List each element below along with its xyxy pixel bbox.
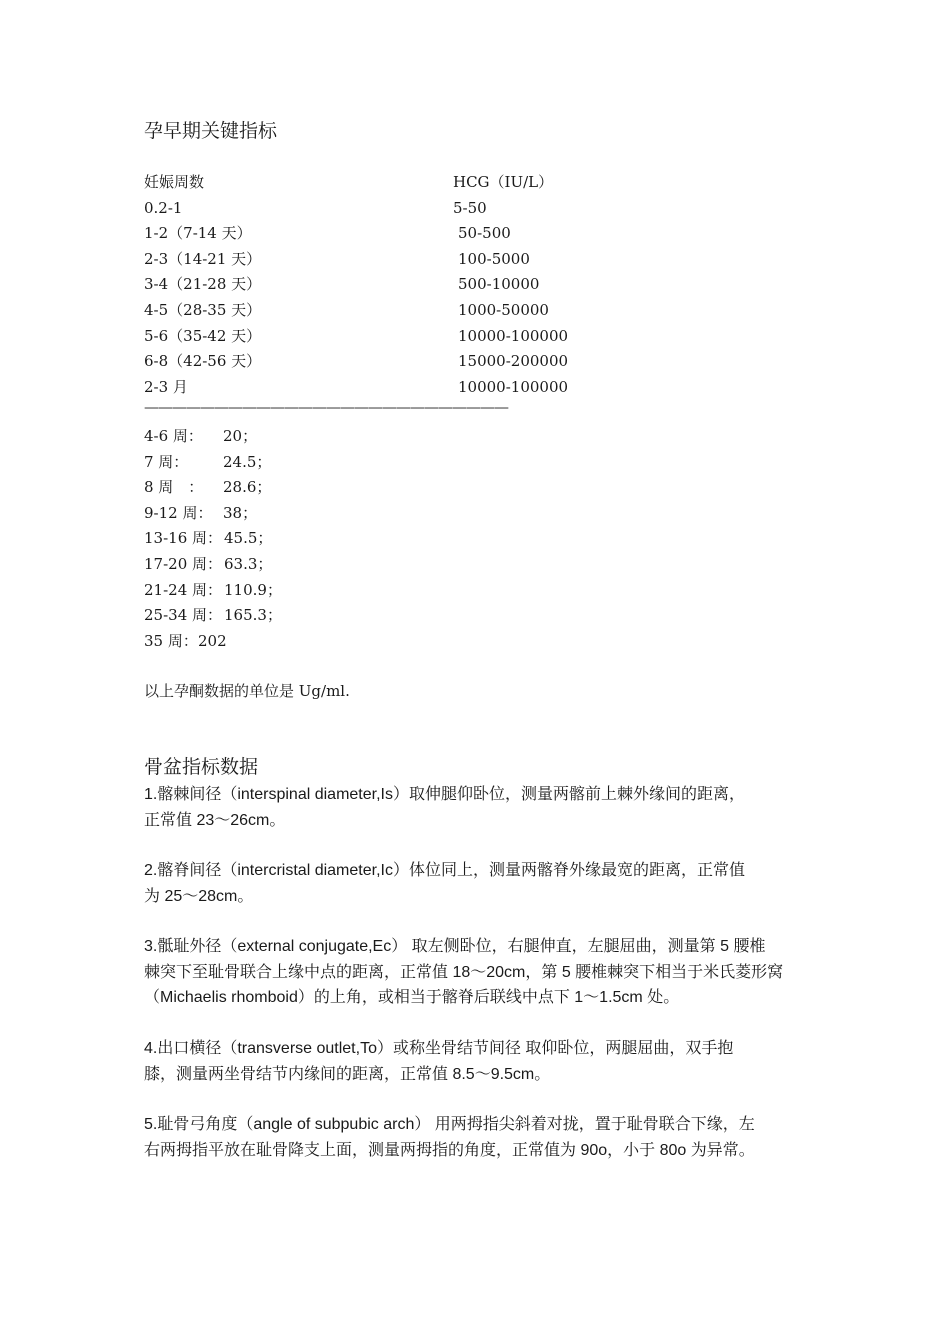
weeks-cell: 4-5（28-35 天）: [144, 300, 262, 319]
hcg-cell: 15000-200000: [458, 352, 569, 371]
week-label: 17-20 周：: [144, 554, 223, 573]
hcg-cell: 1000-50000: [458, 300, 549, 319]
pelvis-item-4: [144, 1036, 824, 1087]
progesterone-value: 45.5；: [224, 529, 273, 548]
paragraph-line: 2.髂脊间径（intercristal diameter,Ic）体位同上，测量两髂脊外缘最宽的距离，正常值: [144, 862, 745, 879]
col-header-hcg: HCG（IU/L）: [453, 173, 554, 191]
weeks-cell: 0.2-1: [144, 198, 183, 217]
progesterone-value: 63.3；: [224, 554, 273, 573]
hcg-cell: 10000-100000: [458, 377, 569, 396]
week-label: 7 周：: [144, 452, 189, 471]
progesterone-value: 110.9；: [224, 580, 282, 599]
progesterone-value: 38；: [223, 503, 258, 522]
paragraph-line: 正常值 23～26cm。: [144, 811, 286, 829]
section-divider: ——————————————————————————: [144, 398, 508, 416]
section2-title: 骨盆指标数据: [144, 756, 259, 778]
paragraph-line: 1.髂棘间径（interspinal diameter,Is）取伸腿仰卧位，测量两髂前上棘外缘间的距离，: [144, 786, 745, 803]
paragraph-line: （Michaelis rhomboid）的上角，或相当于髂脊后联线中点下 1～1.5cm 处。: [144, 989, 680, 1007]
pelvis-item-1: [144, 782, 824, 833]
week-label: 13-16 周：: [144, 529, 223, 548]
progesterone-value: 20；: [223, 427, 258, 445]
hcg-cell: 500-10000: [458, 275, 540, 294]
hcg-cell: 10000-100000: [458, 326, 569, 345]
paragraph-line: 5.耻骨弓角度（angle of subpubic arch） 用两拇指尖斜着对拢，置于耻骨联合下缘，左: [144, 1116, 755, 1133]
week-label: 9-12 周：: [144, 503, 213, 522]
paragraph-line: 膝，测量两坐骨结节内缘间的距离，正常值 8.5～9.5cm。: [144, 1065, 551, 1083]
progesterone-value: 202: [198, 631, 227, 650]
week-label: 35 周：: [144, 631, 198, 650]
weeks-cell: 3-4（21-28 天）: [144, 275, 262, 294]
week-label: 8 周 ：: [144, 478, 204, 497]
pelvis-item-2: [144, 858, 824, 909]
pelvis-item-3: [144, 934, 824, 1011]
section1-title: 孕早期关键指标: [144, 120, 278, 142]
weeks-cell: 6-8（42-56 天）: [144, 352, 262, 371]
unit-note: 以上孕酮数据的单位是 Ug/ml.: [144, 682, 350, 700]
paragraph-line: 3.骶耻外径（external conjugate,Ec） 取左侧卧位，右腿伸直，左腿屈曲，测量第 5 腰椎: [144, 938, 766, 955]
weeks-cell: 2-3（14-21 天）: [144, 249, 262, 268]
paragraph-line: 右两拇指平放在耻骨降支上面，测量两拇指的角度，正常值为 90o，小于 80o 为异常。: [144, 1141, 755, 1159]
weeks-cell: 5-6（35-42 天）: [144, 326, 262, 345]
paragraph-line: 4.出口横径（transverse outlet,To）或称坐骨结节间径 取仰卧位，两腿屈曲，双手抱: [144, 1040, 734, 1057]
paragraph-line: 棘突下至耻骨联合上缘中点的距离，正常值 18～20cm，第 5 腰椎棘突下相当于米氏菱形窝: [144, 963, 784, 981]
hcg-cell: 50-500: [458, 224, 511, 243]
week-label: 4-6 周：: [144, 427, 203, 445]
progesterone-value: 24.5；: [223, 452, 272, 471]
progesterone-value: 165.3；: [224, 606, 282, 625]
weeks-cell: 2-3 月: [144, 377, 188, 396]
col-header-weeks: 妊娠周数: [144, 173, 205, 191]
pelvis-item-5: [144, 1112, 824, 1163]
hcg-cell: 5-50: [453, 198, 487, 217]
paragraph-line: 为 25～28cm。: [144, 887, 254, 905]
progesterone-value: 28.6；: [223, 478, 272, 497]
hcg-cell: 100-5000: [458, 249, 530, 268]
weeks-cell: 1-2（7-14 天）: [144, 224, 252, 243]
week-label: 25-34 周：: [144, 606, 223, 625]
week-label: 21-24 周：: [144, 580, 223, 599]
